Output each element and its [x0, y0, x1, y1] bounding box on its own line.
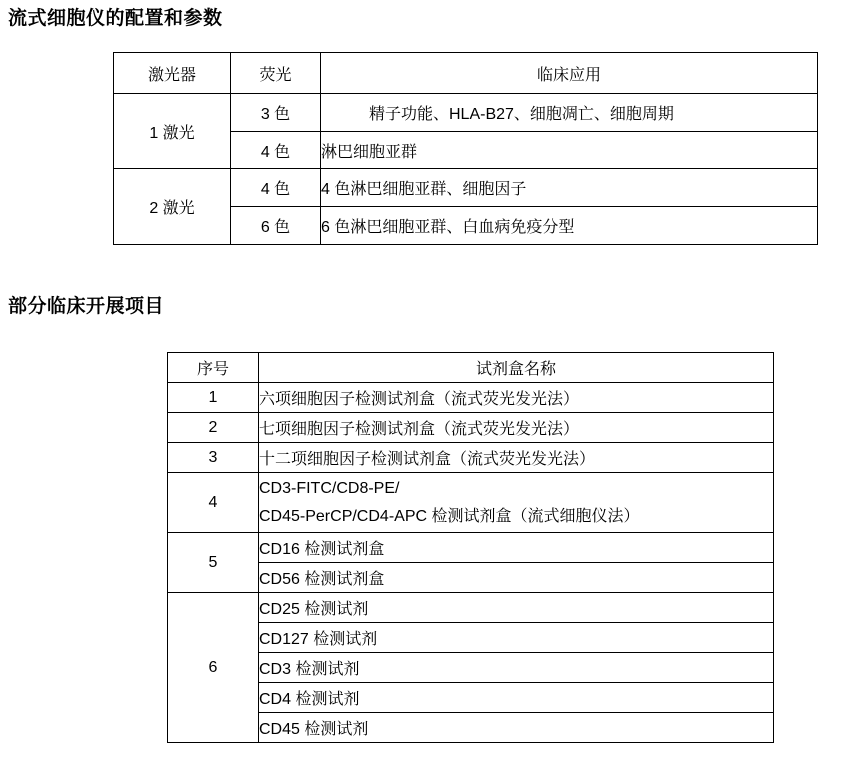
flow-cytometer-config-table [113, 52, 818, 245]
column-header-kit-name: 试剂盒名称 [259, 353, 774, 383]
table-row [114, 94, 818, 132]
section2-heading: 部分临床开展项目 [8, 296, 165, 317]
clinical-application-cell: 6 色淋巴细胞亚群、白血病免疫分型 [321, 207, 818, 245]
index-group-cell: 5 [168, 533, 259, 593]
table-row [168, 443, 774, 473]
kit-name-cell: 七项细胞因子检测试剂盒（流式荧光发光法） [259, 413, 774, 443]
table-row [168, 713, 774, 743]
kit-name-cell: CD56 检测试剂盒 [259, 563, 774, 593]
kit-name-line: CD3-FITC/CD8-PE/ [259, 479, 400, 497]
table-row [168, 563, 774, 593]
kit-name-line: CD45-PerCP/CD4-APC 检测试剂盒（流式细胞仪法） [259, 507, 640, 525]
column-header-clinical: 临床应用 [321, 53, 818, 94]
section1-heading: 流式细胞仪的配置和参数 [8, 8, 223, 29]
table-row [168, 413, 774, 443]
table-row [168, 623, 774, 653]
clinical-application-cell: 淋巴细胞亚群 [321, 132, 818, 169]
column-header-index: 序号 [168, 353, 259, 383]
kit-name-cell [259, 473, 774, 533]
index-cell: 3 [168, 443, 259, 473]
kit-name-cell: CD45 检测试剂 [259, 713, 774, 743]
table-header-row [168, 353, 774, 383]
index-cell: 1 [168, 383, 259, 413]
kit-name-cell: CD25 检测试剂 [259, 593, 774, 623]
fluorescence-cell: 4 色 [231, 132, 321, 169]
kit-name-cell: 十二项细胞因子检测试剂盒（流式荧光发光法） [259, 443, 774, 473]
table-row [168, 593, 774, 623]
fluorescence-cell: 6 色 [231, 207, 321, 245]
laser-group-cell: 2 激光 [114, 169, 231, 245]
table-header-row [114, 53, 818, 94]
kit-name-cell: CD127 检测试剂 [259, 623, 774, 653]
fluorescence-cell: 4 色 [231, 169, 321, 207]
column-header-laser: 激光器 [114, 53, 231, 94]
table-row [168, 383, 774, 413]
fluorescence-cell: 3 色 [231, 94, 321, 132]
kit-name-cell: CD4 检测试剂 [259, 683, 774, 713]
column-header-fluorescence: 荧光 [231, 53, 321, 94]
table-row [168, 683, 774, 713]
clinical-application-cell: 4 色淋巴细胞亚群、细胞因子 [321, 169, 818, 207]
index-cell: 4 [168, 473, 259, 533]
table-row [168, 473, 774, 533]
table-row [114, 169, 818, 207]
index-group-cell: 6 [168, 593, 259, 743]
kit-name-cell: CD16 检测试剂盒 [259, 533, 774, 563]
index-cell: 2 [168, 413, 259, 443]
table-row [168, 533, 774, 563]
laser-group-cell: 1 激光 [114, 94, 231, 169]
kit-name-cell: CD3 检测试剂 [259, 653, 774, 683]
clinical-application-cell: 精子功能、HLA-B27、细胞凋亡、细胞周期 [321, 94, 818, 132]
table-row [168, 653, 774, 683]
clinical-projects-table [167, 352, 774, 743]
kit-name-cell: 六项细胞因子检测试剂盒（流式荧光发光法） [259, 383, 774, 413]
